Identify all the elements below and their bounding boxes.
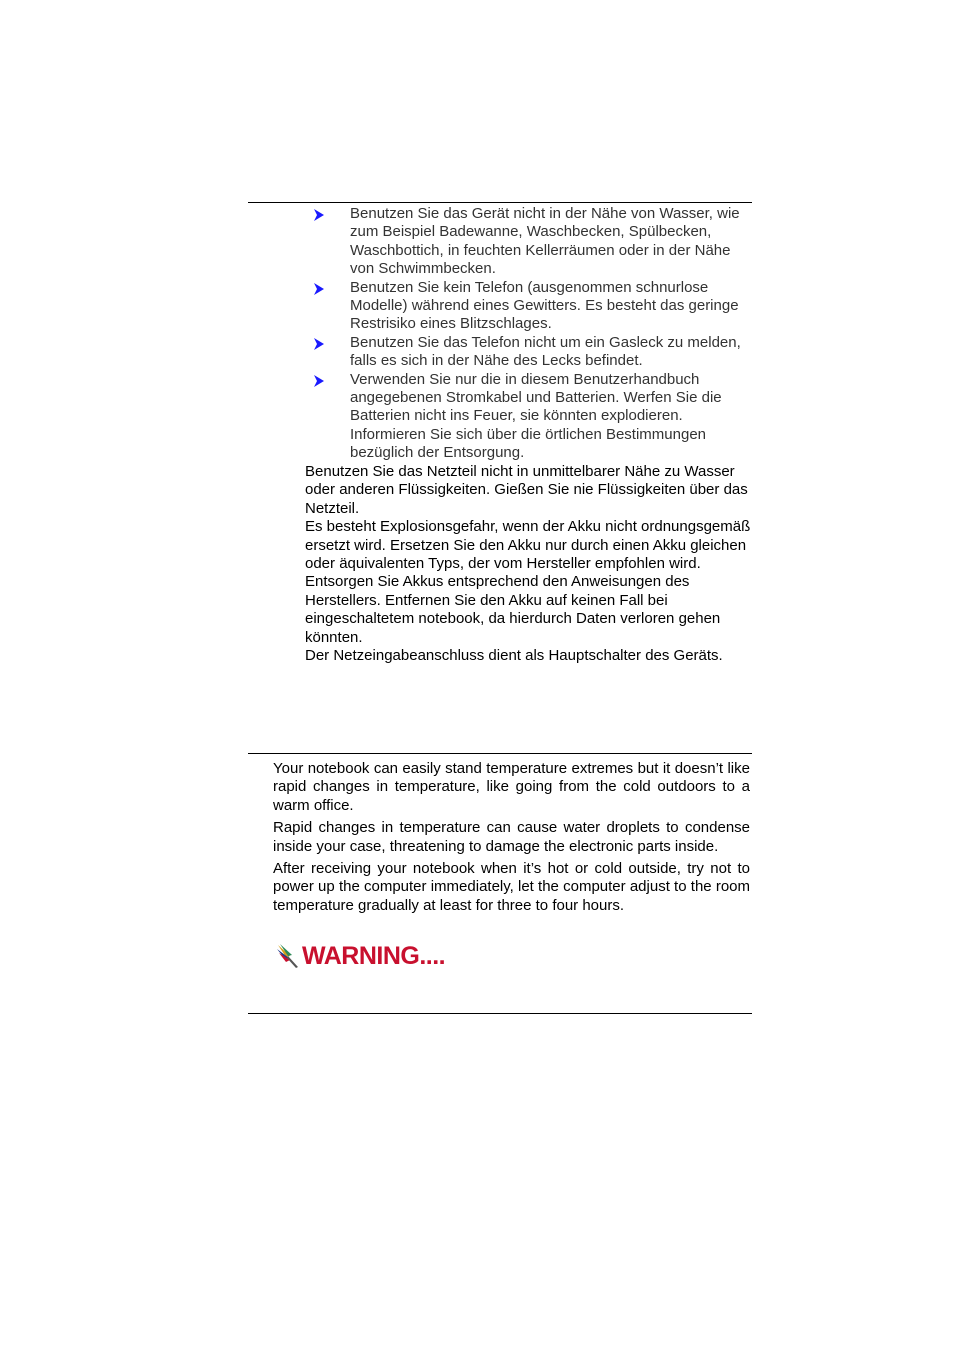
safety-bullet-item bbox=[305, 334, 755, 371]
warning-label: WARNING.... bbox=[302, 942, 446, 970]
arrow-bullet-icon bbox=[313, 375, 325, 387]
warning-feather-icon bbox=[276, 943, 300, 969]
safety-bullet-text: Verwenden Sie nur die in diesem Benutzerhandbuch angegebenen Stromkabel und Batterien. Werfen Sie die Batterien nicht ins Feuer, sie könnten explodieren. Informieren Sie sich über die örtlichen Bestimmungen bezüglich der Entsorgung. bbox=[350, 370, 722, 462]
english-paragraph: Rapid changes in temperature can cause water droplets to condense inside your case, threatening to damage the electronic parts inside. bbox=[273, 819, 750, 855]
arrow-bullet-icon bbox=[313, 283, 325, 295]
safety-bullet-text: Benutzen Sie das Gerät nicht in der Nähe von Wasser, wie zum Beispiel Badewanne, Waschbecken, Spülbecken, Waschbottich, in feuchten Kellerräumen oder in der Nähe von Schwimmbecken. bbox=[350, 205, 740, 278]
german-paragraph: Der Netzeingabeanschluss dient als Hauptschalter des Geräts. bbox=[305, 647, 723, 665]
bottom-rule bbox=[248, 1013, 752, 1014]
english-paragraph: After receiving your notebook when it’s hot or cold outside, try not to power up the computer immediately, let the computer adjust to the room temperature gradually at least for three to four hours. bbox=[273, 860, 750, 914]
arrow-bullet-icon bbox=[313, 338, 325, 350]
arrow-bullet-icon bbox=[313, 209, 325, 221]
safety-bullet-item bbox=[305, 205, 755, 279]
safety-bullet-item bbox=[305, 371, 755, 463]
safety-bullet-text: Benutzen Sie das Telefon nicht um ein Gasleck zu melden, falls es sich in der Nähe des Lecks befindet. bbox=[350, 333, 741, 370]
safety-bullet-item bbox=[305, 279, 755, 334]
english-paragraph: Your notebook can easily stand temperature extremes but it doesn’t like rapid changes in temperature, like going from the cold outdoors to a warm office. bbox=[273, 760, 750, 814]
german-paragraph: Es besteht Explosionsgefahr, wenn der Akku nicht ordnungsgemäß ersetzt wird. Ersetzen Sie den Akku nur durch einen Akku gleichen oder äquivalenten Typs, der vom Hersteller empfohlen wird. Entsorgen Sie Akkus entsprechend den Anweisungen des Herstellers. Entfernen Sie den Akku auf keinen Fall bei eingeschaltetem notebook, da hierdurch Daten verloren gehen könnten. bbox=[305, 518, 751, 646]
safety-bullet-text: Benutzen Sie kein Telefon (ausgenommen schnurlose Modelle) während eines Gewitters. Es besteht das geringe Restrisiko eines Blitzschlages. bbox=[350, 278, 739, 333]
safety-bullet-list bbox=[305, 205, 755, 463]
middle-rule bbox=[248, 753, 752, 754]
warning-banner bbox=[276, 942, 445, 970]
german-paragraph: Benutzen Sie das Netzteil nicht in unmittelbarer Nähe zu Wasser oder anderen Flüssigkeiten. Gießen Sie nie Flüssigkeiten über das Netzteil. bbox=[305, 463, 748, 517]
top-rule bbox=[248, 202, 752, 203]
english-paragraphs bbox=[273, 760, 750, 919]
german-paragraphs bbox=[305, 463, 757, 665]
